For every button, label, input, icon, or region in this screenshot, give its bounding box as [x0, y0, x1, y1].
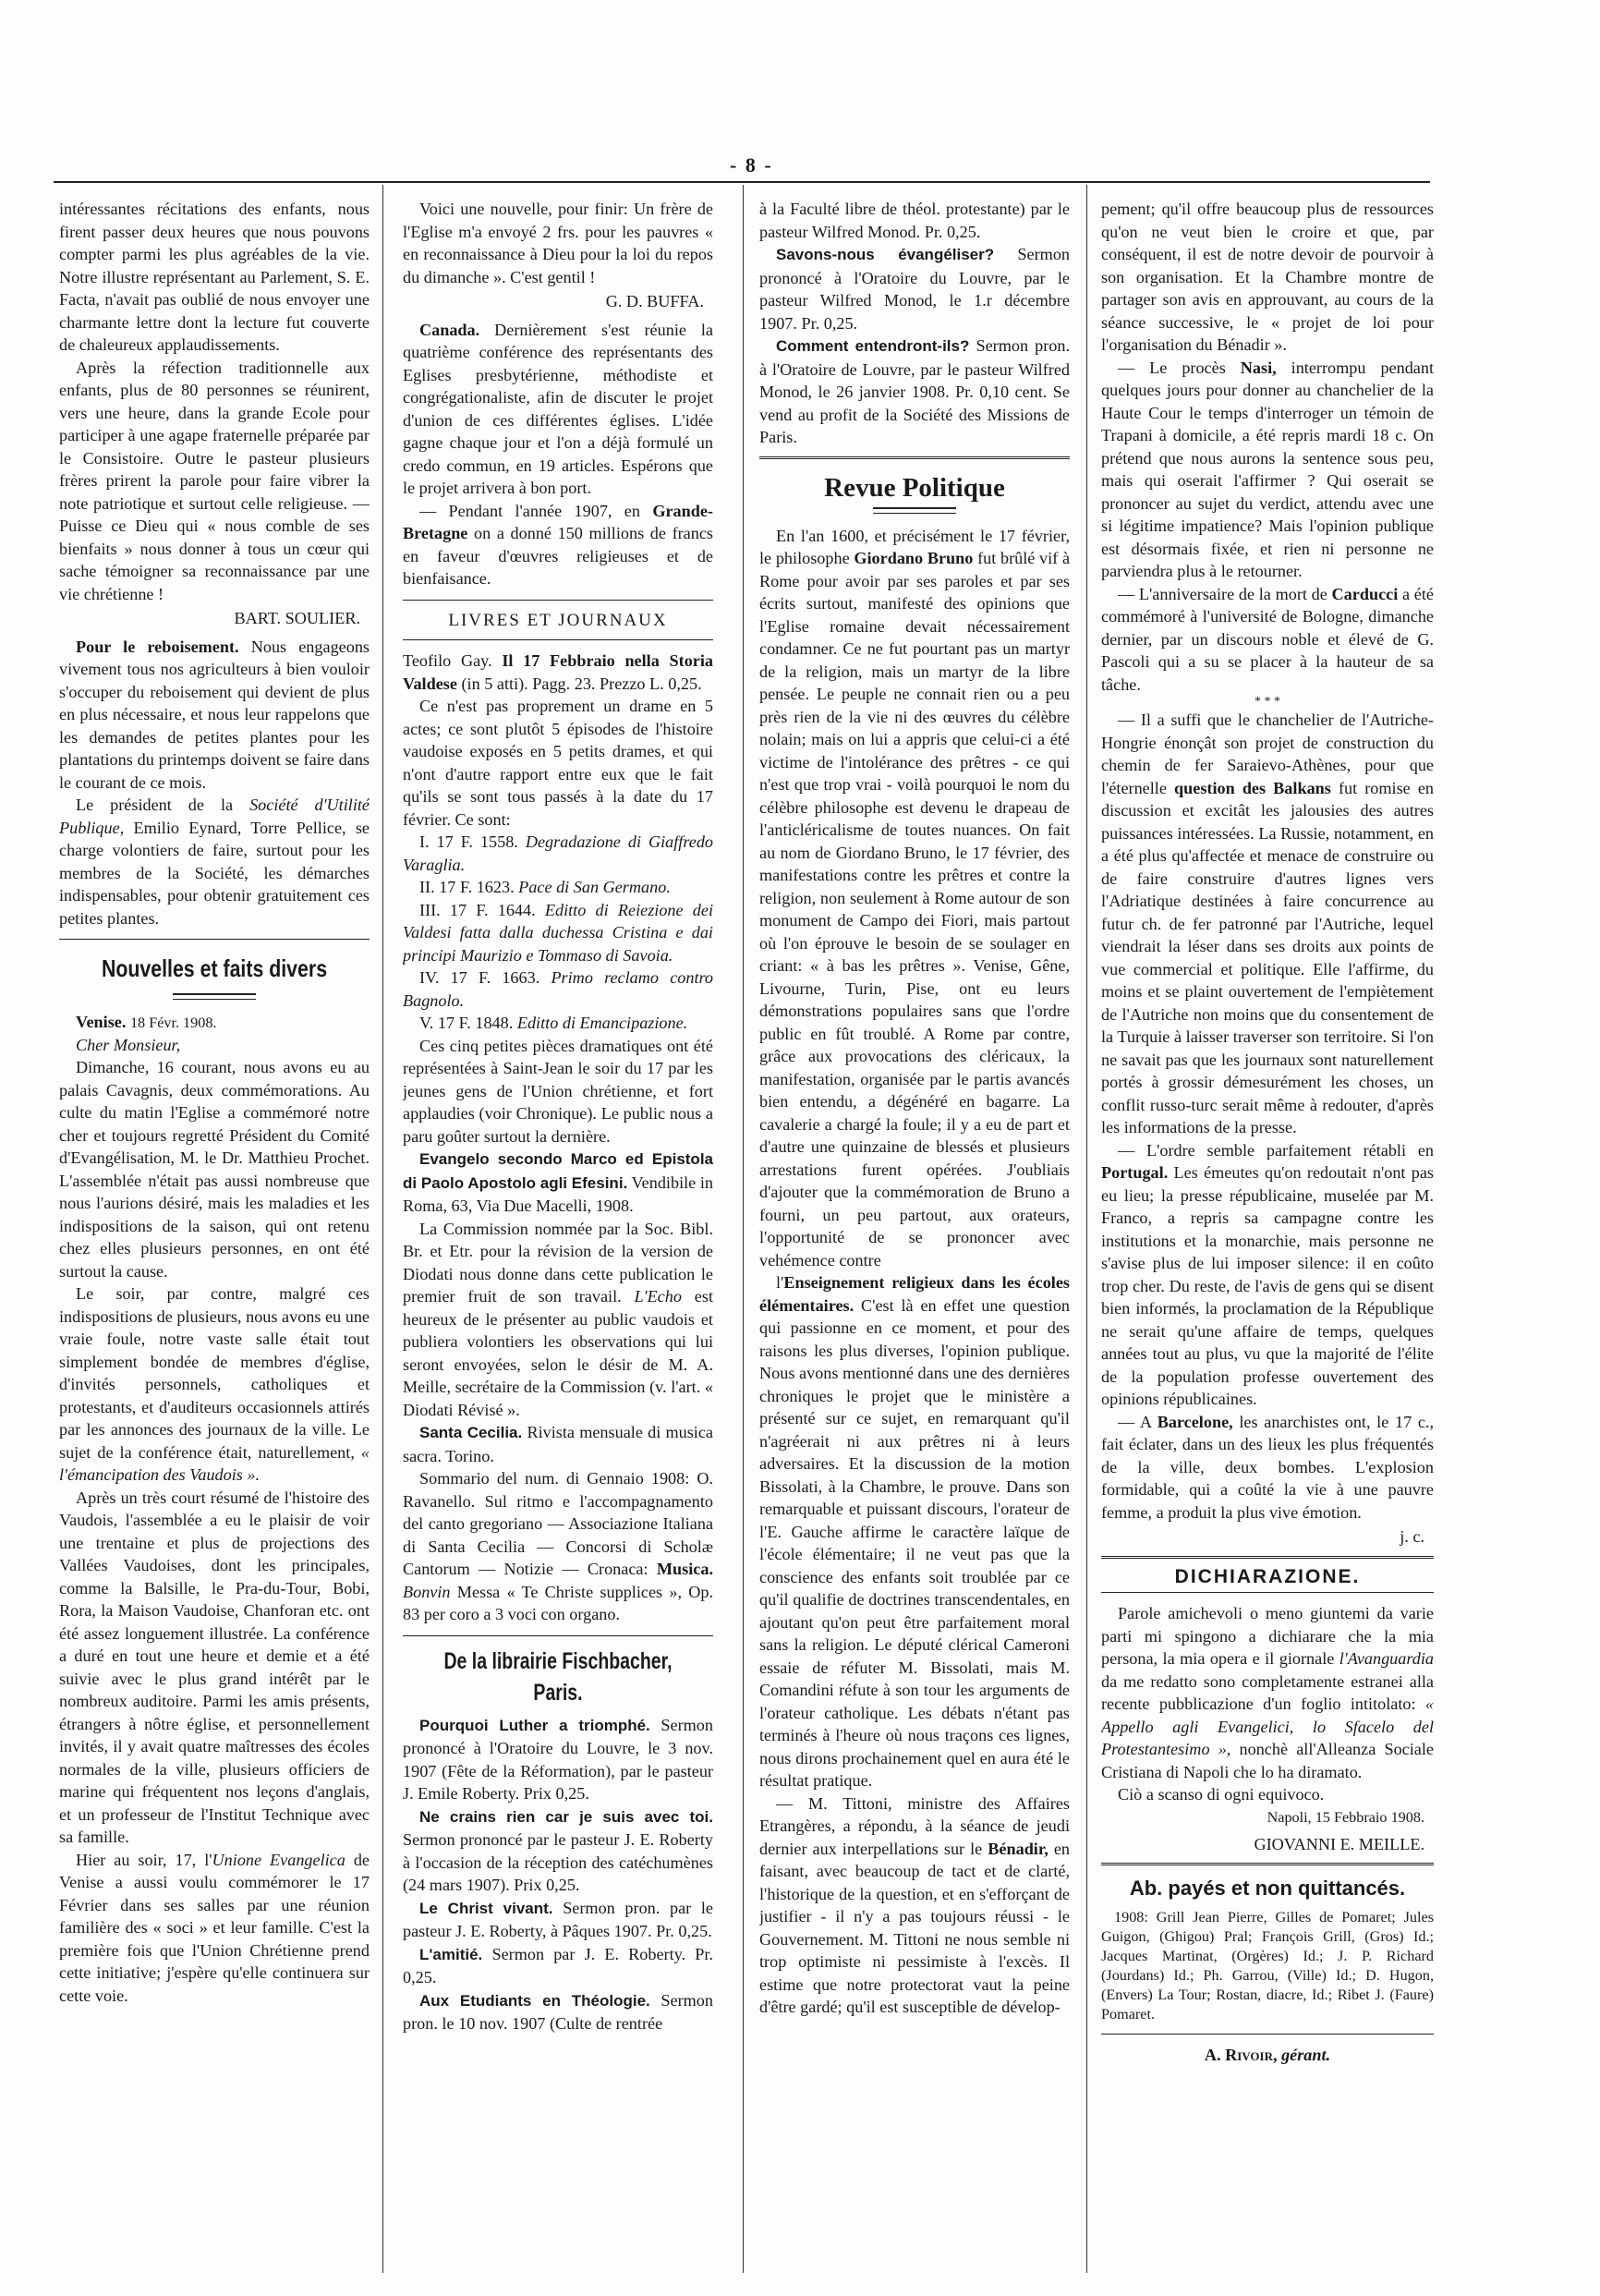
paragraph: intéressantes récitations des enfants, nous firent passer deux heures que nous pouvons compter parmi les plus agréables de la vie. Notre illustre représentant au Parlement, S. E. Facta, n'avait pas oublié de nous envoyer une charmante lettre dont la lecture fut couverte de chaleureux applaudissements. — [59, 200, 370, 354]
list-item: II. 17 F. 1623. Pace di San Germano. — [419, 878, 671, 896]
paragraph: Venise. 18 Févr. 1908. — [76, 1013, 217, 1031]
paragraph: — Le procès Nasi, interrompu pendant quelques jours pour donner au chanchelier de la Haute Cour le temps d'interroger un témoin de Trapani à domicile, a été repris mardi 18 c. On prétend que nous aurons la sentence sous peu, mais qui oserait l'affirmer ? Qui oserait se prononcer au sujet du verdict, attendu avec une si légitime impatience? Mais l'opinion publique est désormais fixée, et rien ni personne ne parviendra plus à le retourner. — [1101, 358, 1434, 580]
section-rule — [759, 456, 1070, 459]
publisher-line: A. Rivoir, gérant. — [1204, 2046, 1331, 2064]
column-3 — [759, 198, 1070, 2277]
book-entry: Le Christ vivant. Sermon pron. par le pasteur J. E. Roberty, à Pâques 1907. Pr. 0,25. — [403, 1898, 713, 1940]
paragraph: Après la réfection traditionnelle aux enfants, plus de 80 personnes se réunirent, vers une heure, dans la grande Ecole pour participer à une agape fraternelle préparée par le Consistoire. Outre le pasteur plusieurs frères prirent la parole pour faire vibrer la note patriotique et surtout celle religieuse. — Puisse ce Dieu qui « nous comble de ses bienfaits » nous donner à tous un cœur qui sache témoigner sa reconnaissance par une vie chrétienne ! — [59, 358, 370, 603]
book-entry: Pourquoi Luther a triomphé. Sermon prononcé à l'Oratoire du Louvre, le 3 nov. 1907 (Fête de la Réformation), par le pasteur J. Emile Roberty. Prix 0,25. — [403, 1715, 713, 1803]
list-item: V. 17 F. 1848. Editto di Emancipazione. — [419, 1014, 688, 1032]
book-entry: Santa Cecilia. Rivista mensuale di musica sacra. Torino. — [403, 1423, 713, 1465]
paragraph: pement; qu'il offre beaucoup plus de ressources qu'on ne veut bien le croire et que, par conséquent, il est de notre devoir de pourvoir à son organisation. Et la Chambre montre de partager son avis en approuvant, au cours de la séance successive, le « projet de loi pour l'organisation du Bénadir ». — [1101, 200, 1434, 354]
section-heading: De la librairie Fischbacher, Paris. — [443, 1647, 673, 1706]
book-entry: Comment entendront-ils? Sermon pron. à l'Oratoire de Louvre, par le pasteur Wilfred Monod, le 26 janvier 1908. Pr. 0,10 cent. Se vend au profit de la Société des Missions de Paris. — [759, 336, 1070, 446]
column-rule — [1086, 185, 1087, 2273]
list-item: III. 17 F. 1644. Editto di Reiezione dei Valdesi fatta dalla duchessa Cristina e dai principi Maurizio e Tommaso di Savoia. — [403, 900, 713, 965]
paragraph: Sommario del num. di Gennaio 1908: O. Ravanello. Sul ritmo e l'accompagnamento del canto gregoriano — Associazione Italiana di Santa Cecilia — Concorsi di Scholæ Cantorum — Notizie — Cronaca: Musica. Bonvin Messa « Te Christe supplices », Op. 83 per coro a 3 voci con organo. — [403, 1469, 713, 1623]
paragraph: — M. Tittoni, ministre des Affaires Etrangères, a répondu, à la séance de jeudi dernier aux interpellations sur le Bénadir, en faisant, avec beaucoup de tact et de clarté, l'historique de la question, et en s'efforçant de justifier - il n'y a pas toujours réussi - le Gouvernement. M. Tittoni ne nous semble ni trop optimiste ni pessimiste à l'excès. Il estime que notre protectorat vaut la peine d'être gardé; qu'il est susceptible de dévelop- — [759, 1793, 1070, 2016]
section-rule — [1101, 1592, 1434, 1593]
list-item: IV. 17 F. 1663. Primo reclamo contro Bagnolo. — [403, 968, 713, 1010]
book-entry: Aux Etudiants en Théologie. Sermon pron. le 10 nov. 1907 (Culte de rentrée — [403, 1990, 713, 2033]
book-entry: Ne crains rien car je suis avec toi. Sermon prononcé par le pasteur J. E. Roberty à l'occasion de la réception des catéchumènes (24 mars 1907). Prix 0,25. — [403, 1807, 713, 1894]
paragraph: à la Faculté libre de théol. protestante) par le pasteur Wilfred Monod. Pr. 0,25. — [759, 200, 1070, 241]
section-rule — [1101, 1556, 1434, 1559]
paragraph: Hier au soir, 17, l'Unione Evangelica de Venise a aussi voulu commémorer le 17 Février dans ses salles par une réunion familière des « soci » et leur famille. C'est la première fois que l'Union Chrétienne prend cette initiative; j'espère qu'elle continuera sur cette voie. — [59, 1850, 370, 2005]
item-title: Venise. — [76, 1013, 127, 1031]
section-heading: LIVRES ET JOURNAUX — [448, 610, 668, 630]
section-rule — [1101, 2034, 1434, 2035]
paragraph: — L'anniversaire de la mort de Carducci a été commémoré à l'université de Bologne, dimanche dernier, par un discours noble et élevé de G. Pascoli qui a su se placer à la hauteur de sa tâche. — [1101, 584, 1434, 694]
paragraph: Le soir, par contre, malgré ces indispositions de plusieurs, nous avons eu une vraie foule, notre vaste salle était tout simplement bondée de membres d'église, d'invités personnels, catholiques et protestants, et d'auditeurs occasionnels attirés par les annonces des journaux de la ville. Le sujet de la conférence était, naturellement, « l'émancipation des Vaudois ». — [59, 1284, 370, 1484]
list-item: I. 17 F. 1558. Degradazione di Giaffredo Varaglia. — [403, 832, 713, 874]
paragraph: — A Barcelone, les anarchistes ont, le 17 c., fait éclater, dans un des lieux les plus fréquentés de la ville, deux bombes. L'explosion formidable, qui a coûté la vie à une pauvre femme, a produit la plus vive émotion. — [1101, 1412, 1434, 1522]
column-rule — [382, 185, 383, 2273]
section-heading: Revue Politique — [824, 472, 1005, 503]
header-rule — [54, 181, 1430, 183]
paragraph: Ciò a scanso di ogni equivoco. — [1118, 1785, 1325, 1804]
book-entry: Savons-nous évangéliser? Sermon prononcé à l'Oratoire du Louvre, par le pasteur Wilfred Monod, le 1.r décembre 1907. Pr. 0,25. — [759, 245, 1070, 333]
paragraph: l'Enseignement religieux dans les écoles élémentaires. C'est là en effet une question qui passionne en ce moment, et pour des raisons les plus diverses, l'opinion publique. Nous avons mentionné dans une des dernières chroniques le projet que le ministère a présenté sur ce sujet, en remarquant qu'il n'agréerait ni aux prêtres ni à leurs adversaires. Et la discussion de la motion Bissolati, à la Chambre, le prouve. Dans son remarquable et puissant discours, l'orateur de l'E. Gauche affirme le caractère laïque de l'école élémentaire; il ne veut pas que la conscience des enfants soit troublée par ce qu'il qualifie de doctrines transcendentales, en ajoutant qu'on peut être parfaitement moral sans la religion. Le député clérical Cameroni essaie de réfuter M. Bissolati, mais M. Comandini réfute à son tour les arguments de l'orateur catholique. Les débats n'étant pas terminés à l'heure où nous traçons ces lignes, nous dirons prochainement quel en aura été le résultat pratique. — [759, 1273, 1070, 1790]
ornament-rule — [173, 993, 256, 1000]
paragraph: Ces cinq petites pièces dramatiques ont été représentées à Saint-Jean le soir du 17 par les jeunes gens de l'Union chrétienne, et fort applaudies (voir Chronique). Le public nous a paru goûter surtout la dernière. — [403, 1036, 713, 1146]
book-entry: Evangelo secondo Marco ed Epistola di Paolo Apostolo agli Efesini. Vendibile in Roma, 63, Via Due Macelli, 1908. — [403, 1150, 713, 1215]
subscriber-list: 1908: Grill Jean Pierre, Gilles de Pomaret; Jules Guigon, (Ghigou) Pral; François Grill, (Gros) Id.; Jacques Martinat, (Orgères) Id.; J. P. Richard (Jourdans) Id.; Ph. Garrou, (Ville) Id.; D. Hugon, (Envers) La Tour; Rostan, diacre, Id.; Ribet J. (Faure) Pomaret. — [1101, 1909, 1434, 2023]
signature: BART. SOULIER. — [234, 609, 360, 627]
paragraph: — L'ordre semble parfaitement rétabli en Portugal. Les émeutes qu'on redoutait n'ont pas eu lieu; la presse républicaine, muselée par M. Franco, a repris sa campagne contre les institutions et la monarchie, mais personne ne s'avise plus de lui imposer silence: il en coûto trop cher. Du reste, de l'avis de gens qui se disent bien informés, la proclamation de la République ne serait qu'une affaire de temps, quelques années tout au plus, vu que la majorité de l'élite de la population professe ouvertement des opinions républicaines. — [1101, 1140, 1434, 1408]
paragraph: — Pendant l'année 1907, en Grande-Bretagne on a donné 150 millions de francs en faveur d'œuvres religieuses et de bienfaisance. — [403, 501, 713, 588]
paragraph: La Commission nommée par la Soc. Bibl. Br. et Etr. pour la révision de la version de Diodati nous donne dans cette publication le premier fruit de son travail. L'Echo est heureux de le présenter au public vaudois et publiera volontiers les observations qui lui seront envoyées, selon le désir de M. A. Meille, secrétaire de la Commission (v. l'art. « Diodati Révisé ». — [403, 1219, 713, 1419]
column-2 — [403, 198, 713, 2277]
signature: G. D. BUFFA. — [605, 292, 704, 310]
dateline: Napoli, 15 Febbraio 1908. — [1267, 1808, 1424, 1826]
section-rule — [403, 600, 713, 601]
page-number: - 8 - — [730, 153, 773, 176]
signature: j. c. — [1400, 1527, 1424, 1546]
paragraph: Parole amichevoli o meno giuntemi da varie parti mi spingono a dichiarare che la mia persona, la mia opera e il giornale l'Avanguardia da me redatto sono completamente estranei alla recente pubblicazione d'un foglio intitolato: « Appello agli Evangelici, lo Sfacelo del Protestantesimo », nonchè all'Alleanza Sociale Cristiana di Napoli che lo ha diramato. — [1101, 1604, 1434, 1781]
paragraph: Pour le reboisement. Nous engageons vivement tous nos agriculteurs à bien vouloir s'occuper du reboisement qui devient de plus en plus nécessaire, et nous leur rappelons que les demandes de petites plantes pour les plantations du printemps doivent se faire dans le courant de ce mois. — [59, 637, 370, 792]
column-1 — [59, 198, 370, 2277]
paragraph: Le président de la Société d'Utilité Publique, Emilio Eynard, Torre Pellice, se charge volontiers de faire, surtout pour les membres de la Société, les démarches indispensables, pour obtenir gratuitement ces petites plantes. — [59, 796, 370, 928]
column-rule — [743, 185, 744, 2273]
section-rule — [59, 939, 370, 940]
paragraph: Canada. Dernièrement s'est réunie la quatrième conférence des représentants des Eglises presbytérienne, méthodiste et congrégationaliste, afin de discuter le projet d'union de ces différentes églises. L'idée gagne chaque jour et l'on a déjà formulé un credo commun, en 19 articles. Espérons que le projet arrivera à bon port. — [403, 320, 713, 497]
salutation: Cher Monsieur, — [76, 1035, 181, 1054]
paragraph: Dimanche, 16 courant, nous avons eu au palais Cavagnis, deux commémorations. Au culte du matin l'Eglise a commémoré notre cher et toujours regretté Président du Comité d'Evangélisation, M. le Dr. Matthieu Prochet. L'assemblée n'était pas aussi nombreuse que nous l'aurions désiré, mais les maladies et les indispositions de la saison, qui ont retenu chez elles plusieurs personnes, en ont été surtout la cause. — [59, 1058, 370, 1281]
signature: GIOVANNI E. MEILLE. — [1254, 1834, 1424, 1853]
book-entry: L'amitié. Sermon par J. E. Roberty. Pr. 0,25. — [403, 1944, 713, 1986]
paragraph: En l'an 1600, et précisément le 17 février, le philosophe Giordano Bruno fut brûlé vif à Rome pour avoir par ses paroles et par ses écrits surtout, manifesté des opinions que l'Eglise romaine devait nécessairement condamner. Ce ne fut pourtant pas un martyr de la religion, mais un martyr de la libre pensée. Le peuple ne connait rien ou a peu près rien de la vie ni des œuvres du célèbre nolain; mais on lui a appris que celui-ci a été victime de l'intolérance des prêtres - ce qui n'est que trop vrai - voilà pourquoi le nom du célèbre philosophe est devenu le drapeau de l'anticléricalisme de toutes nuances. On fait au nom de Giordano Bruno, le 17 février, des manifestations contre les prêtres et contre la religion, non seulement à Rome autour de son monument de Campo dei Fiori, mais partout où l'on éprouve le besoin de se soulager en criant: « à bas les prêtres ». Venise, Gêne, Livourne, Turin, Pise, ont eu leurs démonstrations populaires sans que l'ordre public en fût troublé. A Rome par contre, grâce aux provocations des cléricaux, la manifestation, organisée par le partis avancés bien entendu, a dégénéré en bagarre. La cavalerie a chargé la foule; il y a eu de part et d'autre une quinzaine de blessés et plusieurs arrestations furent opérées. J'oubliais d'ajouter que la commémoration de Bruno a fourni, un peu partout, aux orateurs, l'opportunité de se prononcer avec vehémence contre — [759, 526, 1070, 1269]
asterism: * * * — [1255, 695, 1280, 709]
book-entry: Teofilo Gay. Il 17 Febbraio nella Storia Valdese (in 5 atti). Pagg. 23. Prezzo L. 0,25. — [403, 651, 713, 693]
paragraph: Ce n'est pas proprement un drame en 5 actes; ce sont plutôt 5 épisodes de l'histoire vaudoise exposés en 5 petits drames, et qui n'ont d'autre rapport entre eux que le fait qu'ils se sont tous passés à la date du 17 février. Ce sont: — [403, 697, 713, 829]
paragraph: Après un très court résumé de l'histoire des Vaudois, l'assemblée a eu le plaisir de voir une trentaine et plus de projections des Vallées Vaudoises, dont les principales, comme la Balsille, le Pra-du-Tour, Bobi, Rora, la Maison Vaudoise, Chanforan etc. ont été assez longuement illustrée. La conférence a duré en tout une heure et demie et a été suivie avec le plus grand intérêt par le nombreux auditoire. Parmi les amis présents, étrangers à nôtre église, et personnellement invités, il y avait quatre maîtresses des écoles normales de la ville, plusieurs officiers de marine qui fréquentent nos leçons d'anglais, et un professeur de l'Institut Technique avec sa famille. — [59, 1488, 370, 1846]
section-heading: Nouvelles et faits divers — [101, 954, 328, 982]
paragraph: — Il a suffi que le chanchelier de l'Autriche-Hongrie énonçât son projet de construction du chemin de fer Saraievo-Athènes, pour que l'éternelle question des Balkans fut romise en discussion et excitât les jalousies des autres puissances intéressées. La Russie, notamment, en a été plus qu'affectée et menace de construire ou de faire construire d'autres lignes vers l'Adriatique destinées à faire concurrence au futur ch. de fer patronné par l'Autriche, lequel viendrait la léser dans ses droits aux points de vue commercial et politique. Elle l'affirme, du moins et se plaint ouvertement de l'empiètement de l'Autriche non moins que du consentement de la Turquie à laisser traverser son territoire. Si l'on ne savait pas que les journaux sont naturellement portés à grossir démesurément les choses, un conflit russo-turc serait même à redouter, d'après les informations de la presse. — [1101, 711, 1434, 1136]
section-rule — [1101, 1863, 1434, 1865]
section-rule — [403, 639, 713, 640]
column-4 — [1101, 198, 1434, 2277]
paragraph: Voici une nouvelle, pour finir: Un frère de l'Eglise m'a envoyé 2 frs. pour les pauvres « en reconnaissance à Dieu pour la loi du repos du dimanche ». C'est gentil ! — [403, 200, 713, 286]
section-rule — [403, 1635, 713, 1636]
section-heading: Ab. payés et non quittancés. — [1129, 1877, 1406, 1900]
ornament-rule — [873, 507, 956, 514]
item-title: Canada. — [419, 320, 480, 339]
section-heading: DICHIARAZIONE. — [1174, 1565, 1361, 1587]
item-title: Pour le reboisement. — [76, 637, 239, 656]
